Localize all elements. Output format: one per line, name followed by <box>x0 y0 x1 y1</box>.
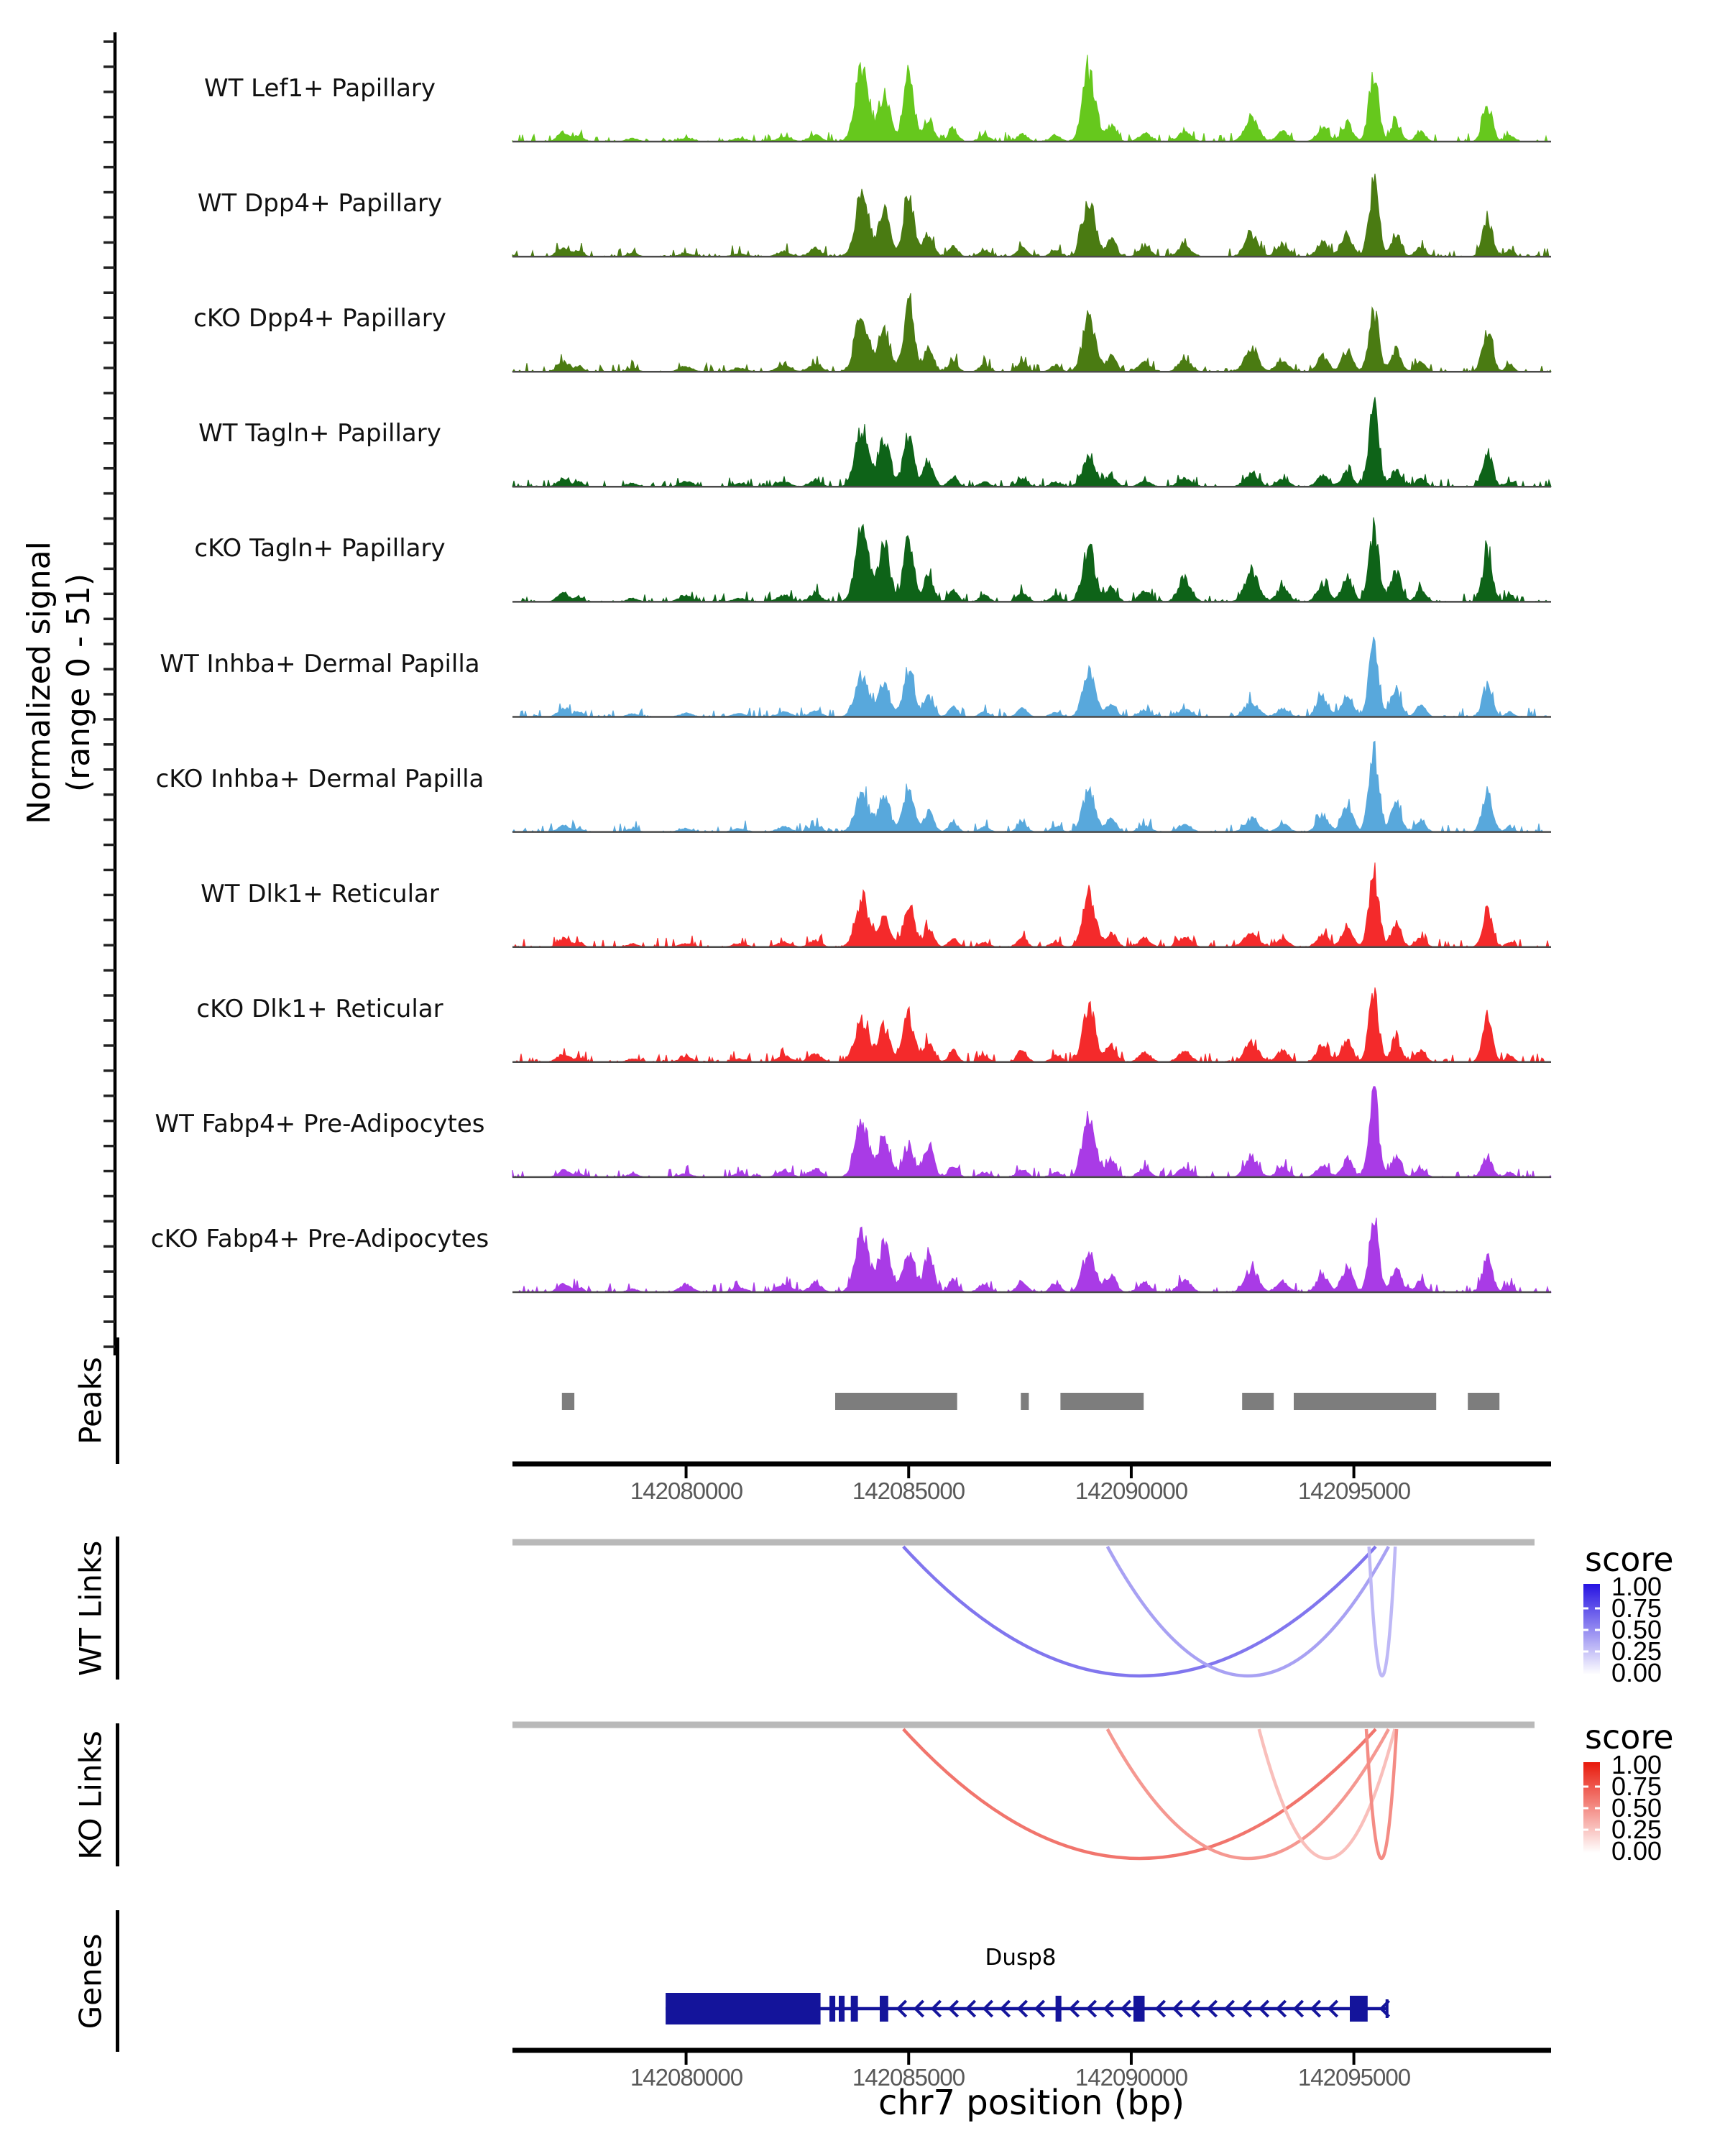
peak-interval-rect <box>1242 1393 1274 1410</box>
wt-link-arc <box>1369 1547 1396 1676</box>
track-label: cKO Inhba+ Dermal Papilla <box>155 765 484 793</box>
wt-legend-tick-label: 0.25 <box>1611 1636 1662 1666</box>
track-label: WT Lef1+ Papillary <box>203 74 436 103</box>
peaks-axis-tick-label: 142095000 <box>1297 1478 1411 1504</box>
ko-score-legend-title: score <box>1585 1718 1674 1756</box>
coverage-signal-area <box>512 517 1551 602</box>
track-label: cKO Dpp4+ Papillary <box>193 304 446 333</box>
gene-exon <box>1350 1996 1368 2022</box>
gene-exon <box>666 1993 821 2024</box>
y-axis-label-line1: Normalized signal <box>21 541 58 824</box>
coverage-signal-area <box>512 1087 1551 1177</box>
position-axis-tick-label: 142085000 <box>852 2064 965 2091</box>
x-axis-title: chr7 position (bp) <box>878 2083 1185 2123</box>
peak-interval-rect <box>835 1393 957 1410</box>
genes-section-bar <box>116 1910 119 2052</box>
ko-link-arc <box>1108 1729 1389 1858</box>
gene-exon <box>1056 1996 1062 2022</box>
wt-link-arc <box>1108 1547 1389 1676</box>
genes-section-label: Genes <box>73 1933 109 2030</box>
wt-legend-tick-label: 0.00 <box>1611 1658 1662 1687</box>
peaks-axis-tick-label: 142090000 <box>1075 1478 1188 1504</box>
ko-legend-tick-label: 0.50 <box>1611 1793 1662 1823</box>
coverage-signal-area <box>512 174 1551 257</box>
position-axis-tick-label: 142080000 <box>630 2064 743 2091</box>
track-label: cKO Dlk1+ Reticular <box>196 995 443 1023</box>
gene-exon <box>851 1996 858 2022</box>
track-label: WT Tagln+ Papillary <box>198 419 441 448</box>
gene-exon <box>839 1996 845 2022</box>
wt-legend-tick-label: 0.75 <box>1611 1593 1662 1623</box>
peak-interval-rect <box>1294 1393 1436 1410</box>
peaks-section-bar <box>116 1337 119 1464</box>
peak-interval-rect <box>1468 1393 1499 1410</box>
track-label: WT Dpp4+ Papillary <box>197 189 443 218</box>
ko-link-section-bar <box>116 1723 119 1866</box>
y-axis-label-line2: (range 0 - 51) <box>60 573 97 793</box>
track-label: WT Inhba+ Dermal Papilla <box>160 650 480 678</box>
wt-links-section-label: WT Links <box>73 1540 109 1677</box>
wt-score-legend-title: score <box>1585 1540 1674 1579</box>
position-axis-tick-label: 142095000 <box>1297 2064 1411 2091</box>
coverage-signal-area <box>512 742 1551 832</box>
peaks-axis-tick-label: 142085000 <box>852 1478 965 1504</box>
ko-legend-tick-label: 0.25 <box>1611 1815 1662 1844</box>
peaks-axis-tick-label: 142080000 <box>630 1478 743 1504</box>
ko-link-arc <box>1366 1729 1397 1858</box>
wt-link-section-bar <box>116 1537 119 1680</box>
coverage-signal-area <box>512 987 1551 1062</box>
ko-legend-tick-label: 0.75 <box>1611 1772 1662 1801</box>
gene-name-label: Dusp8 <box>985 1945 1057 1971</box>
wt-legend-tick-label: 1.00 <box>1611 1572 1662 1601</box>
track-label: WT Fabp4+ Pre-Adipocytes <box>155 1110 485 1138</box>
peak-interval-rect <box>1060 1393 1144 1410</box>
coverage-signal-area <box>512 293 1551 372</box>
position-axis-tick-label: 142090000 <box>1075 2064 1188 2091</box>
coverage-signal-area <box>512 55 1551 142</box>
track-label: cKO Tagln+ Papillary <box>194 534 446 563</box>
peak-interval-rect <box>562 1393 574 1410</box>
track-label: cKO Fabp4+ Pre-Adipocytes <box>150 1225 489 1253</box>
y-axis-label <box>19 541 98 824</box>
peak-interval-rect <box>1021 1393 1029 1410</box>
peaks-section-label: Peaks <box>73 1357 109 1445</box>
ko-links-section-label: KO Links <box>73 1731 109 1860</box>
coverage-signal-area <box>512 397 1551 487</box>
coverage-signal-area <box>512 637 1551 717</box>
gene-exon <box>880 1996 888 2022</box>
gene-exon <box>829 1996 835 2022</box>
coverage-signal-area <box>512 1218 1551 1293</box>
ko-legend-tick-label: 0.00 <box>1611 1836 1662 1866</box>
coverage-signal-area <box>512 862 1551 946</box>
gene-exon <box>1133 1996 1145 2022</box>
track-label: WT Dlk1+ Reticular <box>201 880 439 908</box>
ko-legend-tick-label: 1.00 <box>1611 1750 1662 1779</box>
wt-legend-tick-label: 0.50 <box>1611 1615 1662 1644</box>
